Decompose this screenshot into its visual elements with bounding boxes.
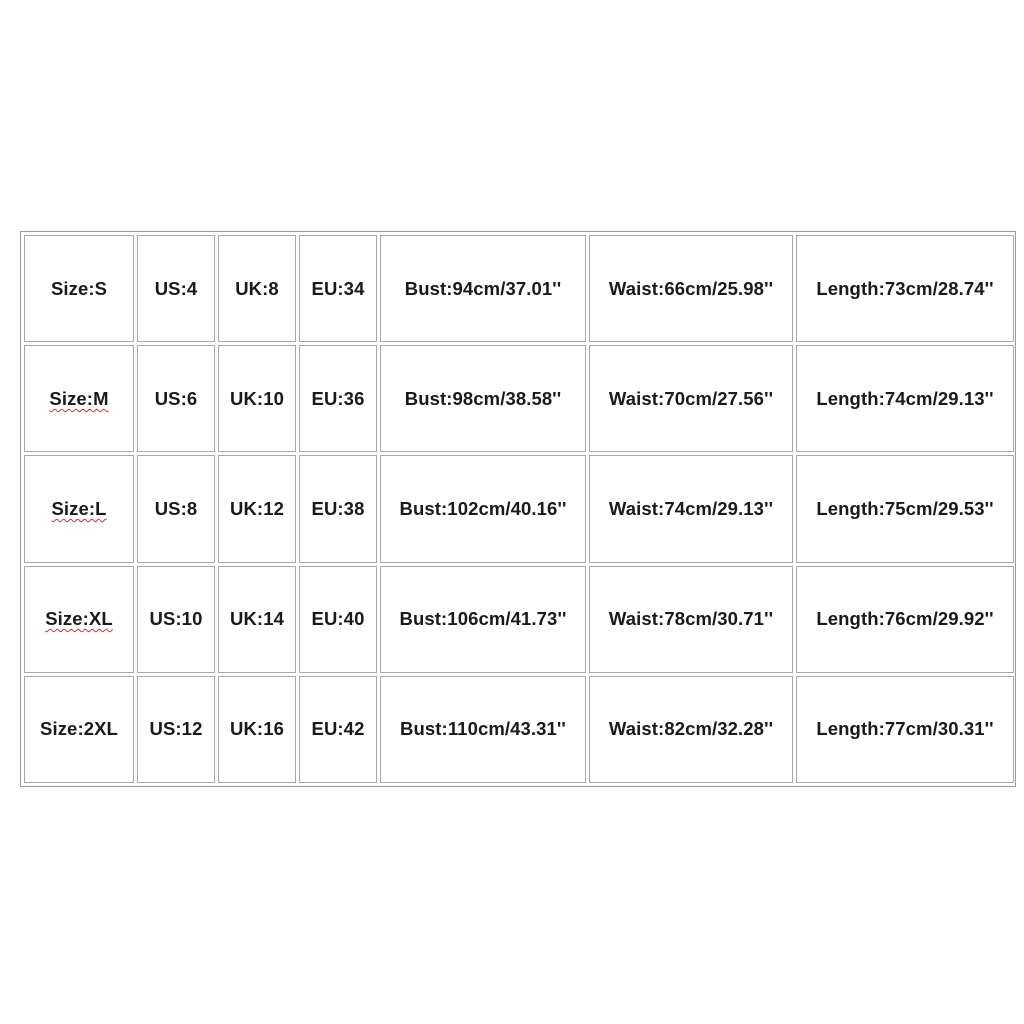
table-row	[24, 566, 1014, 673]
us-size-cell: US:10	[137, 566, 215, 673]
bust-cell: Bust:106cm/41.73''	[380, 566, 586, 673]
size-label: Size:XL	[45, 608, 113, 630]
length-cell: Length:76cm/29.92''	[796, 566, 1014, 673]
size-cell	[24, 345, 134, 452]
uk-size-cell: UK:14	[218, 566, 296, 673]
eu-size-cell: EU:34	[299, 235, 377, 342]
table-row	[24, 345, 1014, 452]
size-cell	[24, 566, 134, 673]
bust-cell: Bust:102cm/40.16''	[380, 455, 586, 562]
uk-size-cell: UK:8	[218, 235, 296, 342]
us-size-cell: US:12	[137, 676, 215, 783]
us-size-cell: US:8	[137, 455, 215, 562]
eu-size-cell: EU:42	[299, 676, 377, 783]
bust-cell: Bust:98cm/38.58''	[380, 345, 586, 452]
size-cell	[24, 455, 134, 562]
waist-cell: Waist:78cm/30.71''	[589, 566, 793, 673]
length-cell: Length:73cm/28.74''	[796, 235, 1014, 342]
size-label: Size:L	[51, 497, 107, 519]
uk-size-cell: UK:10	[218, 345, 296, 452]
eu-size-cell: EU:36	[299, 345, 377, 452]
table-row	[24, 455, 1014, 562]
size-cell: Size:S	[24, 235, 134, 342]
size-chart-table	[21, 232, 1017, 786]
size-cell: Size:2XL	[24, 676, 134, 783]
waist-cell: Waist:82cm/32.28''	[589, 676, 793, 783]
uk-size-cell: UK:12	[218, 455, 296, 562]
length-cell: Length:77cm/30.31''	[796, 676, 1014, 783]
eu-size-cell: EU:38	[299, 455, 377, 562]
eu-size-cell: EU:40	[299, 566, 377, 673]
table-row	[24, 676, 1014, 783]
length-cell: Length:74cm/29.13''	[796, 345, 1014, 452]
size-chart	[20, 231, 1016, 787]
bust-cell: Bust:110cm/43.31''	[380, 676, 586, 783]
waist-cell: Waist:74cm/29.13''	[589, 455, 793, 562]
waist-cell: Waist:66cm/25.98''	[589, 235, 793, 342]
bust-cell: Bust:94cm/37.01''	[380, 235, 586, 342]
uk-size-cell: UK:16	[218, 676, 296, 783]
waist-cell: Waist:70cm/27.56''	[589, 345, 793, 452]
table-row	[24, 235, 1014, 342]
us-size-cell: US:6	[137, 345, 215, 452]
size-label: Size:M	[49, 387, 109, 409]
us-size-cell: US:4	[137, 235, 215, 342]
length-cell: Length:75cm/29.53''	[796, 455, 1014, 562]
